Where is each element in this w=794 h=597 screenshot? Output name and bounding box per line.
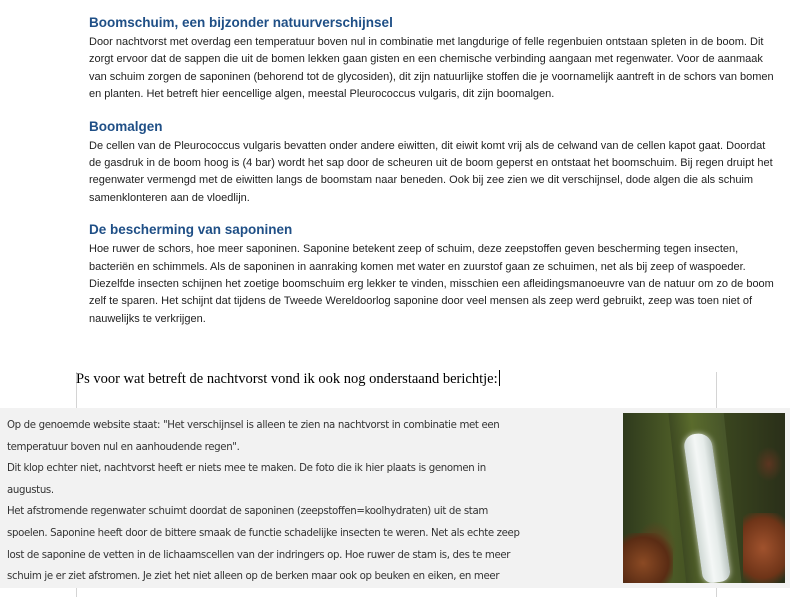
- section-title: Boomalgen: [89, 118, 163, 134]
- quote-line: Dit klop echter niet, nachtvorst heeft er niets mee te maken. De foto die ik hier plaats is genomen in: [7, 463, 486, 475]
- quote-line: lost de saponine de vetten in de lichaamscellen van der indringers op. Hoe ruwer de stam is, des te meer: [7, 549, 511, 561]
- section-body: De cellen van de Pleurococcus vulgaris bevatten onder andere eiwitten, dit eiwit komt vrij als de celwand van de cellen kapot gaat. Doordat de gasdruk in de boom hoog is (4 bar) wordt het sap door de scheuren uit de boom geperst en ontstaat het boomschuim. Bij regen druipt het regenwater vermengd met de eiwitten langs de boomstam naar beneden. Ook bij zee zien we dit verschijnsel, dode algen die als schuim samenklonteren aan de vloedlijn.: [89, 139, 773, 204]
- section-body: Door nachtvorst met overdag een temperatuur boven nul in combinatie met langdurige of felle regenbuien ontstaan spleten in de boom. Dit zorgt ervoor dat de sappen die uit de bomen lekken gaan gisten en een chemische verbinding aangaan met regenwater. Voor de aanmaak van schuim zorgen de saponinen (behorend tot de glycosiden), dit zijn natuurlijke stoffen die je voornamelijk aantreft in de schors van bomen en planten. Het betreft hier eencellige algen, meestal Pleurococcus vulgaris, dit zijn boomalgen.: [89, 36, 774, 101]
- quote-line: augustus.: [7, 484, 54, 496]
- autumn-leaves: [743, 513, 785, 583]
- section-boomalgen: [89, 118, 779, 208]
- tree-foam-photo-icon: [623, 413, 785, 583]
- quote-line: Het afstromende regenwater schuimt doordat de saponinen (zeepstoffen=koolhydraten) uit de stam: [7, 506, 488, 518]
- text-caret: [499, 370, 500, 386]
- ps-line[interactable]: [76, 369, 716, 389]
- section-title: Boomschuim, een bijzonder natuurverschijnsel: [89, 15, 393, 30]
- section-title: De bescherming van saponinen: [89, 222, 293, 238]
- ps-text: Ps voor wat betreft de nachtvorst vond ik ook nog onderstaand berichtje:: [76, 371, 498, 387]
- quote-line: temperatuur boven nul en aanhoudende regen".: [7, 441, 240, 453]
- section-saponinen: [89, 221, 779, 328]
- quote-line: Op de genoemde website staat: "Het verschijnsel is alleen te zien na nachtvorst in combinatie met een: [7, 420, 500, 431]
- article: [89, 14, 779, 342]
- quote-line: spoelen. Saponine heeft door de bittere smaak de functie schadelijke insecten te weren. Net als echte zeep: [7, 527, 520, 539]
- autumn-leaves: [623, 533, 673, 583]
- section-boomschuim: [89, 14, 779, 104]
- quote-line: schuim je er ziet afstromen. Je ziet het niet alleen op de berken maar ook op beuken en eiken, en meer: [7, 571, 500, 583]
- quote-text: [7, 415, 520, 588]
- section-body: Hoe ruwer de schors, hoe meer saponinen. Saponine betekent zeep of schuim, deze zeepstoffen geven bescherming tegen insecten, bacteriën en schimmels. Als de saponinen in aanraking komen met water en zuurstof gaan ze schuimen, net als bij zeep of waspoeder. Diezelfde insecten schijnen het zoetige boomschuim erg lekker te vinden, misschien een afleidingsmanoeuvre van de natuur om zo de boom zelf te sparen. Het schijnt dat tijdens de Tweede Wereldoorlog saponine door veel mensen als zeep werd gebruikt, zeep was toen niet of nauwelijks te verkrijgen.: [89, 243, 774, 325]
